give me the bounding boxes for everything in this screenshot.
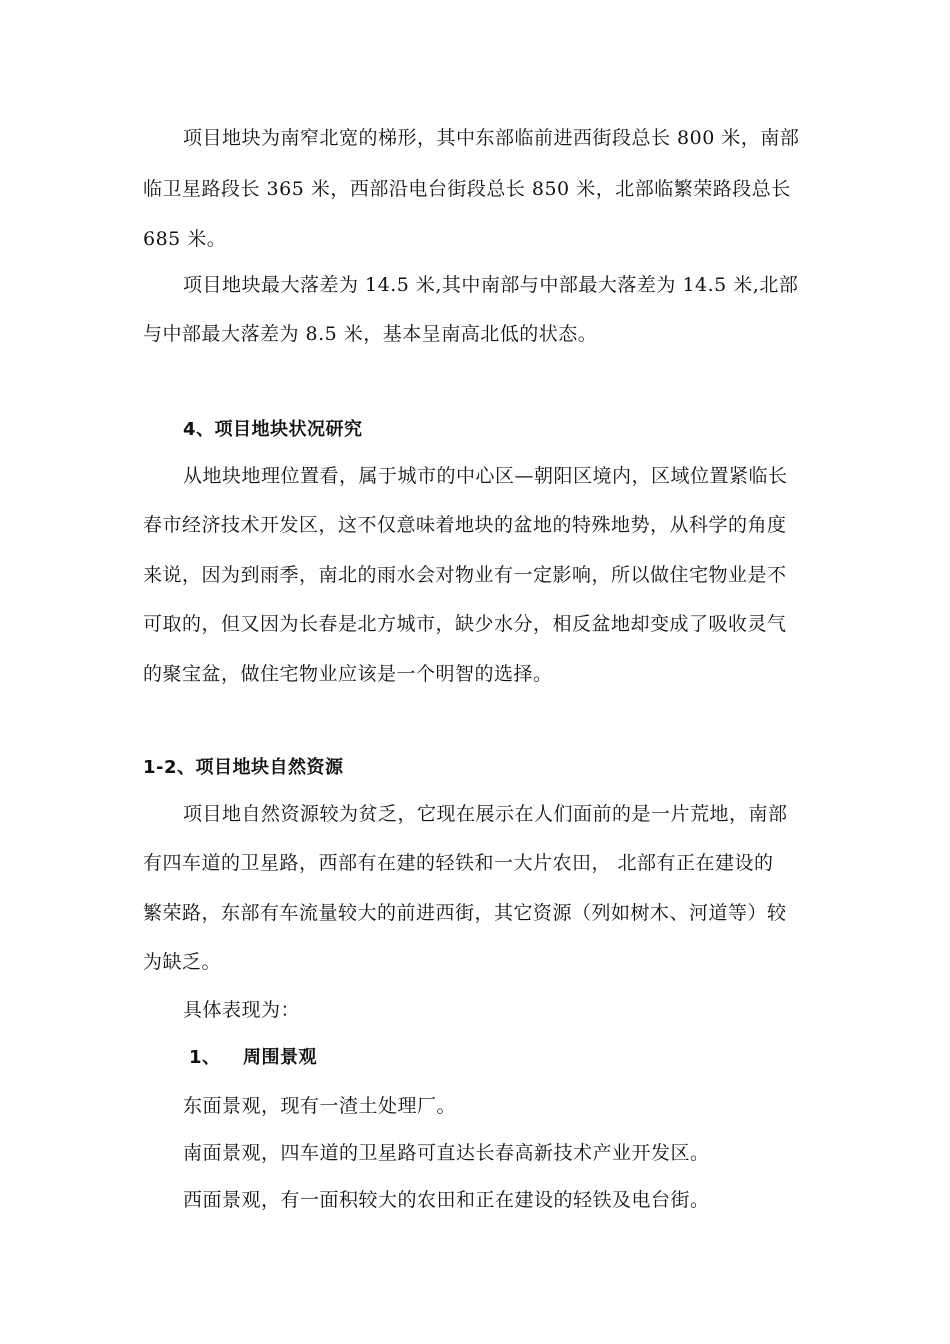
paragraph-line: 有四车道的卫星路，西部有在建的轻铁和一大片农田， 北部有正在建设的 bbox=[143, 852, 774, 874]
sub-heading-title: 周围景观 bbox=[243, 1047, 317, 1068]
paragraph-line: 可取的，但又因为长春是北方城市，缺少水分，相反盆地却变成了吸收灵气 bbox=[143, 613, 787, 635]
paragraph-line: 从地块地理位置看，属于城市的中心区—朝阳区境内，区域位置紧临长 bbox=[183, 465, 788, 487]
section-heading: 1-2、项目地块自然资源 bbox=[143, 757, 344, 778]
paragraph-line: 来说，因为到雨季，南北的雨水会对物业有一定影响，所以做住宅物业是不 bbox=[143, 564, 787, 586]
paragraph-line: 项目地自然资源较为贫乏，它现在展示在人们面前的是一片荒地，南部 bbox=[183, 803, 788, 825]
list-item: 南面景观，四车道的卫星路可直达长春高新技术产业开发区。 bbox=[183, 1142, 710, 1164]
paragraph-line: 为缺乏。 bbox=[143, 951, 222, 973]
paragraph-line: 项目地块为南窄北宽的梯形，其中东部临前进西街段总长 800 米，南部 bbox=[183, 127, 800, 149]
paragraph-line: 的聚宝盆，做住宅物业应该是一个明智的选择。 bbox=[143, 663, 553, 685]
paragraph-line: 春市经济技术开发区，这不仅意味着地块的盆地的特殊地势，从科学的角度 bbox=[143, 514, 787, 536]
paragraph-line: 临卫星路段长 365 米，西部沿电台街段总长 850 米，北部临繁荣路段总长 bbox=[143, 178, 791, 200]
section-heading: 4、项目地块状况研究 bbox=[183, 419, 363, 440]
sub-heading-number: 1、 bbox=[189, 1047, 221, 1068]
paragraph-line: 685 米。 bbox=[143, 228, 227, 250]
paragraph-line: 具体表现为： bbox=[183, 999, 301, 1021]
paragraph-line: 项目地块最大落差为 14.5 米,其中南部与中部最大落差为 14.5 米,北部 bbox=[183, 274, 799, 296]
list-item: 西面景观，有一面积较大的农田和正在建设的轻铁及电台街。 bbox=[183, 1189, 710, 1211]
paragraph-line: 繁荣路，东部有车流量较大的前进西街，其它资源（列如树木、河道等）较 bbox=[143, 902, 787, 924]
paragraph-line: 与中部最大落差为 8.5 米，基本呈南高北低的状态。 bbox=[143, 323, 598, 345]
list-item: 东面景观，现有一渣土处理厂。 bbox=[183, 1095, 457, 1117]
